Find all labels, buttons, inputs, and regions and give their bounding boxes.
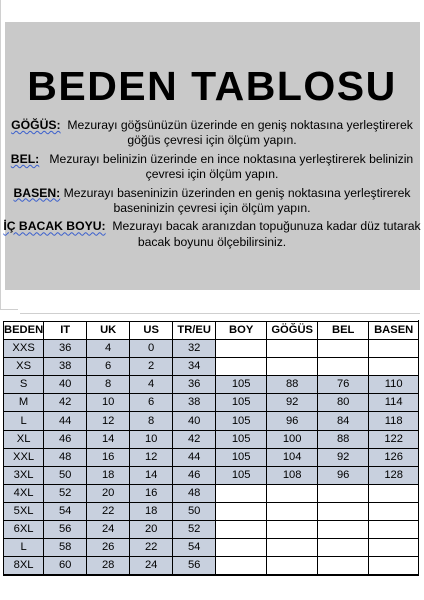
table-cell: 20 (130, 521, 173, 539)
table-cell: 40 (44, 376, 87, 394)
table-cell (369, 539, 419, 557)
table-row (4, 394, 419, 412)
table-cell: 20 (87, 484, 130, 502)
table-cell: 60 (44, 557, 87, 575)
table-cell: 22 (130, 539, 173, 557)
table-cell (267, 358, 318, 376)
table-cell: 105 (216, 394, 267, 412)
table-cell: 12 (130, 448, 173, 466)
table-header-row (4, 322, 419, 340)
table-cell: XXS (4, 340, 44, 358)
header-gogus: GÖĞÜS (267, 322, 318, 340)
table-row (4, 448, 419, 466)
table-cell: 14 (87, 430, 130, 448)
table-cell: 6 (130, 394, 173, 412)
table-cell: 3XL (4, 466, 44, 484)
table-cell: 48 (44, 448, 87, 466)
table-cell: 10 (130, 430, 173, 448)
table-cell (267, 539, 318, 557)
table-cell: 18 (130, 502, 173, 520)
instruction-hips-label: BASEN: (13, 185, 61, 200)
instruction-hips (0, 186, 424, 217)
size-table (3, 321, 419, 575)
table-cell: 22 (87, 502, 130, 520)
instruction-waist-label: BEL: (10, 151, 40, 166)
measurement-instructions (0, 118, 424, 253)
page-title: BEDEN TABLOSU (27, 63, 397, 109)
table-cell: 5XL (4, 502, 44, 520)
table-cell (267, 557, 318, 575)
table-cell: 36 (173, 376, 216, 394)
table-cell: 10 (87, 394, 130, 412)
table-cell (267, 502, 318, 520)
table-cell (216, 539, 267, 557)
table-cell: 118 (369, 412, 419, 430)
table-cell: 8XL (4, 557, 44, 575)
table-cell (318, 340, 369, 358)
table-cell: 50 (173, 502, 216, 520)
table-cell (369, 484, 419, 502)
table-cell: 4 (130, 376, 173, 394)
table-cell: 105 (216, 466, 267, 484)
table-cell: 18 (87, 466, 130, 484)
header-boy: BOY (216, 322, 267, 340)
table-cell: 16 (87, 448, 130, 466)
table-cell (216, 358, 267, 376)
table-cell: 26 (87, 539, 130, 557)
table-cell: 2 (130, 358, 173, 376)
table-cell (267, 521, 318, 539)
table-cell: 4XL (4, 484, 44, 502)
header-uk: UK (87, 322, 130, 340)
table-cell (216, 502, 267, 520)
instruction-chest (0, 118, 424, 149)
header-it: IT (44, 322, 87, 340)
table-cell: 40 (173, 412, 216, 430)
table-cell: 44 (44, 412, 87, 430)
table-cell: 42 (44, 394, 87, 412)
table-cell (318, 557, 369, 575)
table-cell: 28 (87, 557, 130, 575)
table-cell: 56 (44, 521, 87, 539)
table-cell (369, 502, 419, 520)
page-border-bottom-right (20, 313, 420, 314)
table-row (4, 539, 419, 557)
table-cell (369, 557, 419, 575)
table-cell (318, 484, 369, 502)
table-row (4, 557, 419, 575)
table-cell (216, 340, 267, 358)
table-row (4, 358, 419, 376)
table-cell: 114 (369, 394, 419, 412)
table-cell: L (4, 539, 44, 557)
table-cell (216, 521, 267, 539)
header-basen: BASEN (369, 322, 419, 340)
table-cell: 54 (44, 502, 87, 520)
table-cell: 92 (318, 448, 369, 466)
table-cell: 92 (267, 394, 318, 412)
table-cell: 8 (87, 376, 130, 394)
table-cell: 4 (87, 340, 130, 358)
table-cell: 54 (173, 539, 216, 557)
table-row (4, 521, 419, 539)
instruction-inseam-label: İÇ BACAK BOYU: (3, 219, 106, 234)
table-cell: 24 (130, 557, 173, 575)
header-beden: BEDEN (4, 322, 44, 340)
table-cell: 122 (369, 430, 419, 448)
table-cell (369, 340, 419, 358)
table-cell (369, 358, 419, 376)
table-cell: 96 (267, 412, 318, 430)
page-border-bottom (0, 309, 18, 310)
instruction-chest-label: GÖĞÜS: (11, 118, 61, 132)
table-row (4, 502, 419, 520)
table-cell: 16 (130, 484, 173, 502)
table-cell (267, 484, 318, 502)
table-cell: M (4, 394, 44, 412)
table-cell: 52 (44, 484, 87, 502)
table-cell: 84 (318, 412, 369, 430)
table-cell: 88 (318, 430, 369, 448)
table-edge-right (418, 320, 419, 575)
table-cell: 105 (216, 430, 267, 448)
table-cell: 24 (87, 521, 130, 539)
size-table-body (4, 340, 419, 575)
table-cell: 105 (216, 412, 267, 430)
table-cell (216, 557, 267, 575)
table-row (4, 430, 419, 448)
header-bel: BEL (318, 322, 369, 340)
table-row (4, 484, 419, 502)
table-cell: 58 (44, 539, 87, 557)
header-tr-eu: TR/EU (173, 322, 216, 340)
table-cell: 6XL (4, 521, 44, 539)
table-cell: 104 (267, 448, 318, 466)
table-cell: 50 (44, 466, 87, 484)
table-cell: 0 (130, 340, 173, 358)
table-cell: 76 (318, 376, 369, 394)
header-us: US (130, 322, 173, 340)
table-cell: 52 (173, 521, 216, 539)
instruction-waist (0, 152, 424, 183)
table-row (4, 466, 419, 484)
table-cell: 38 (44, 358, 87, 376)
table-row (4, 376, 419, 394)
instruction-hips-text: Mezurayı baseninizin üzerinden en geniş noktasına yerleştirerek baseninizin çevresi için ölçüm yapın. (63, 185, 411, 216)
instruction-inseam (0, 219, 424, 250)
table-cell: S (4, 376, 44, 394)
table-cell: 126 (369, 448, 419, 466)
table-row (4, 340, 419, 358)
table-edge-bottom (3, 575, 419, 576)
table-cell (318, 502, 369, 520)
table-cell: 96 (318, 466, 369, 484)
table-cell (369, 521, 419, 539)
table-cell: 34 (173, 358, 216, 376)
table-cell: 80 (318, 394, 369, 412)
table-cell (318, 521, 369, 539)
table-cell: 46 (173, 466, 216, 484)
table-cell (267, 340, 318, 358)
table-cell: 108 (267, 466, 318, 484)
instruction-waist-text: Mezurayı belinizin üzerinde en ince noktasına yerleştirerek belinizin çevresi için ölçüm yapın. (49, 151, 414, 182)
table-cell: XXL (4, 448, 44, 466)
table-cell: XS (4, 358, 44, 376)
table-cell: 100 (267, 430, 318, 448)
table-cell: 8 (130, 412, 173, 430)
table-cell: 46 (44, 430, 87, 448)
table-cell: 105 (216, 376, 267, 394)
table-cell: 38 (173, 394, 216, 412)
table-cell: 12 (87, 412, 130, 430)
table-cell: 42 (173, 430, 216, 448)
table-cell: 88 (267, 376, 318, 394)
table-cell: 14 (130, 466, 173, 484)
table-cell: 32 (173, 340, 216, 358)
table-cell: 56 (173, 557, 216, 575)
table-cell: 36 (44, 340, 87, 358)
table-cell: 44 (173, 448, 216, 466)
table-cell: XL (4, 430, 44, 448)
table-cell (318, 539, 369, 557)
table-cell: 48 (173, 484, 216, 502)
table-cell (318, 358, 369, 376)
instruction-chest-text: Mezurayı göğsünüzün üzerinde en geniş noktasına yerleştirerek göğüs çevresi için ölçüm yapın. (67, 118, 413, 148)
table-cell: 110 (369, 376, 419, 394)
table-cell (216, 484, 267, 502)
table-cell: L (4, 412, 44, 430)
table-cell: 105 (216, 448, 267, 466)
table-cell: 128 (369, 466, 419, 484)
table-cell: 6 (87, 358, 130, 376)
table-row (4, 412, 419, 430)
instruction-inseam-text: Mezurayı bacak aranızdan topuğunuza kadar düz tutarak bacak boyunu ölçebilirsiniz. (112, 219, 421, 249)
